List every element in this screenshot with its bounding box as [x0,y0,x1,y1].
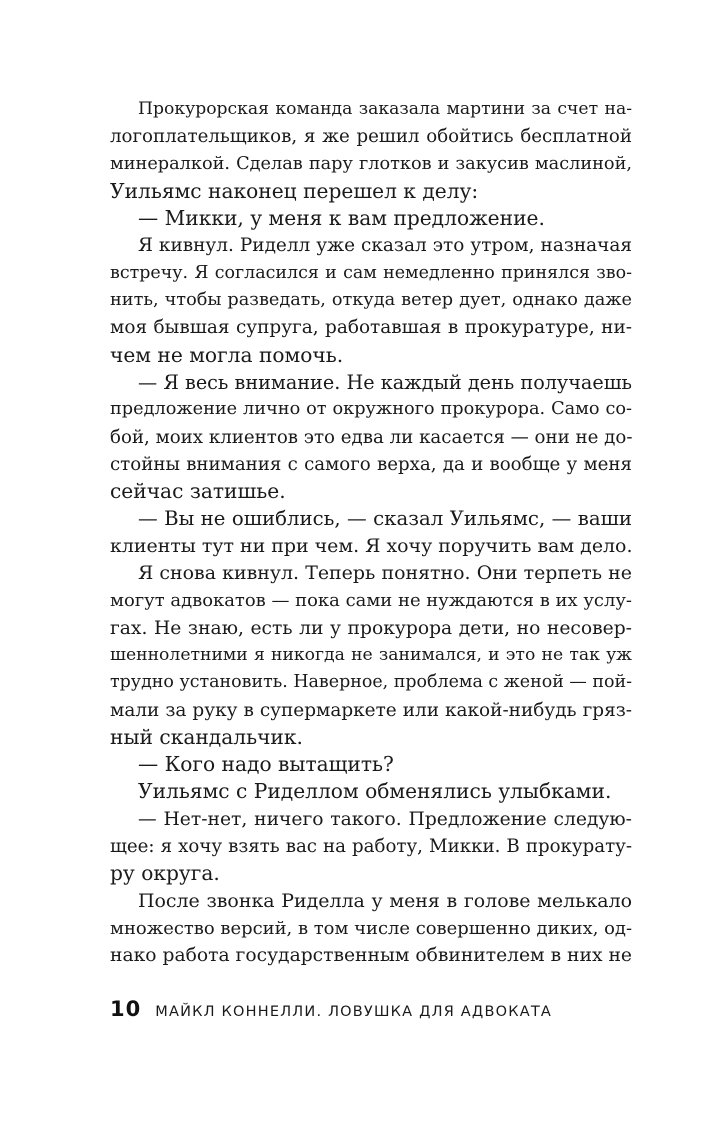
text-line: шеннолетними я никогда не занимался, и это не так уж [110,644,632,665]
text-line: предложение лично от окружного прокурора. Само со- [110,399,632,420]
text-line: клиенты тут ни при чем. Я хочу поручить вам дело. [110,534,632,557]
text-line: множество версий, в том числе совершенно диких, од- [110,917,632,939]
text-line: Уильямс с Риделлом обменялись улыбками. [138,779,612,804]
running-head: МАЙКЛ КОННЕЛЛИ. ЛОВУШКА ДЛЯ АДВОКАТА [155,1004,553,1020]
text-line: моя бывшая супруга, работавшая в прокуратуре, ни- [110,317,632,339]
text-line: чем не могла помочь. [110,342,344,367]
text-line: ру округа. [110,861,220,886]
text-line: логоплательщиков, я же решил обойтись бесплатной [110,126,632,148]
text-line: Уильямс наконец перешел к делу: [110,178,479,203]
text-line: бой, моих клиентов это едва ли касается — они не до- [110,426,632,448]
text-line: ный скандальчик. [110,724,303,749]
text-line: — Микки, у меня к вам предложение. [138,206,545,231]
text-line: — Кого надо вытащить? [138,752,394,777]
page-number: 10 [110,997,142,1021]
text-line: Я снова кивнул. Теперь понятно. Они терпеть не [138,562,632,585]
text-line: Я кивнул. Риделл уже сказал это утром, назначая [138,235,632,257]
text-line: встречу. Я согласился и сам немедленно принялся зво- [110,262,632,283]
text-line: щее: я хочу взять вас на работу, Микки. В прокурату- [110,836,632,858]
text-line: могут адвокатов — пока сами не нуждаются в их услу- [110,590,632,612]
text-line: трудно установить. Наверное, проблема с женой — пой- [110,672,632,693]
text-line: сейчас затишье. [110,479,286,504]
text-line: После звонка Риделла у меня в голове мелькало [138,889,632,912]
text-line: Прокурорская команда заказала мартини за счет на- [138,99,632,119]
page-footer [110,997,552,1025]
text-line: — Я весь внимание. Не каждый день получаешь [138,370,632,394]
text-line: нако работа государственным обвинителем в них не [110,945,632,967]
text-line: — Вы не ошиблись, — сказал Уильямс, — ваши [138,507,632,531]
body-text [110,96,632,970]
text-line: нить, чтобы разведать, откуда ветер дует, однако даже [110,290,632,311]
text-line: минералкой. Сделав пару глотков и закусив маслиной, [110,153,632,174]
text-line: — Нет-нет, ничего такого. Предложение следую- [138,808,632,830]
text-line: мали за руку в супермаркете или какой-нибудь гряз- [110,699,632,721]
text-line: гах. Не знаю, есть ли у прокурора дети, но несовер- [110,617,632,639]
text-line: стойны внимания с самого верха, да и вообще у меня [110,453,632,475]
